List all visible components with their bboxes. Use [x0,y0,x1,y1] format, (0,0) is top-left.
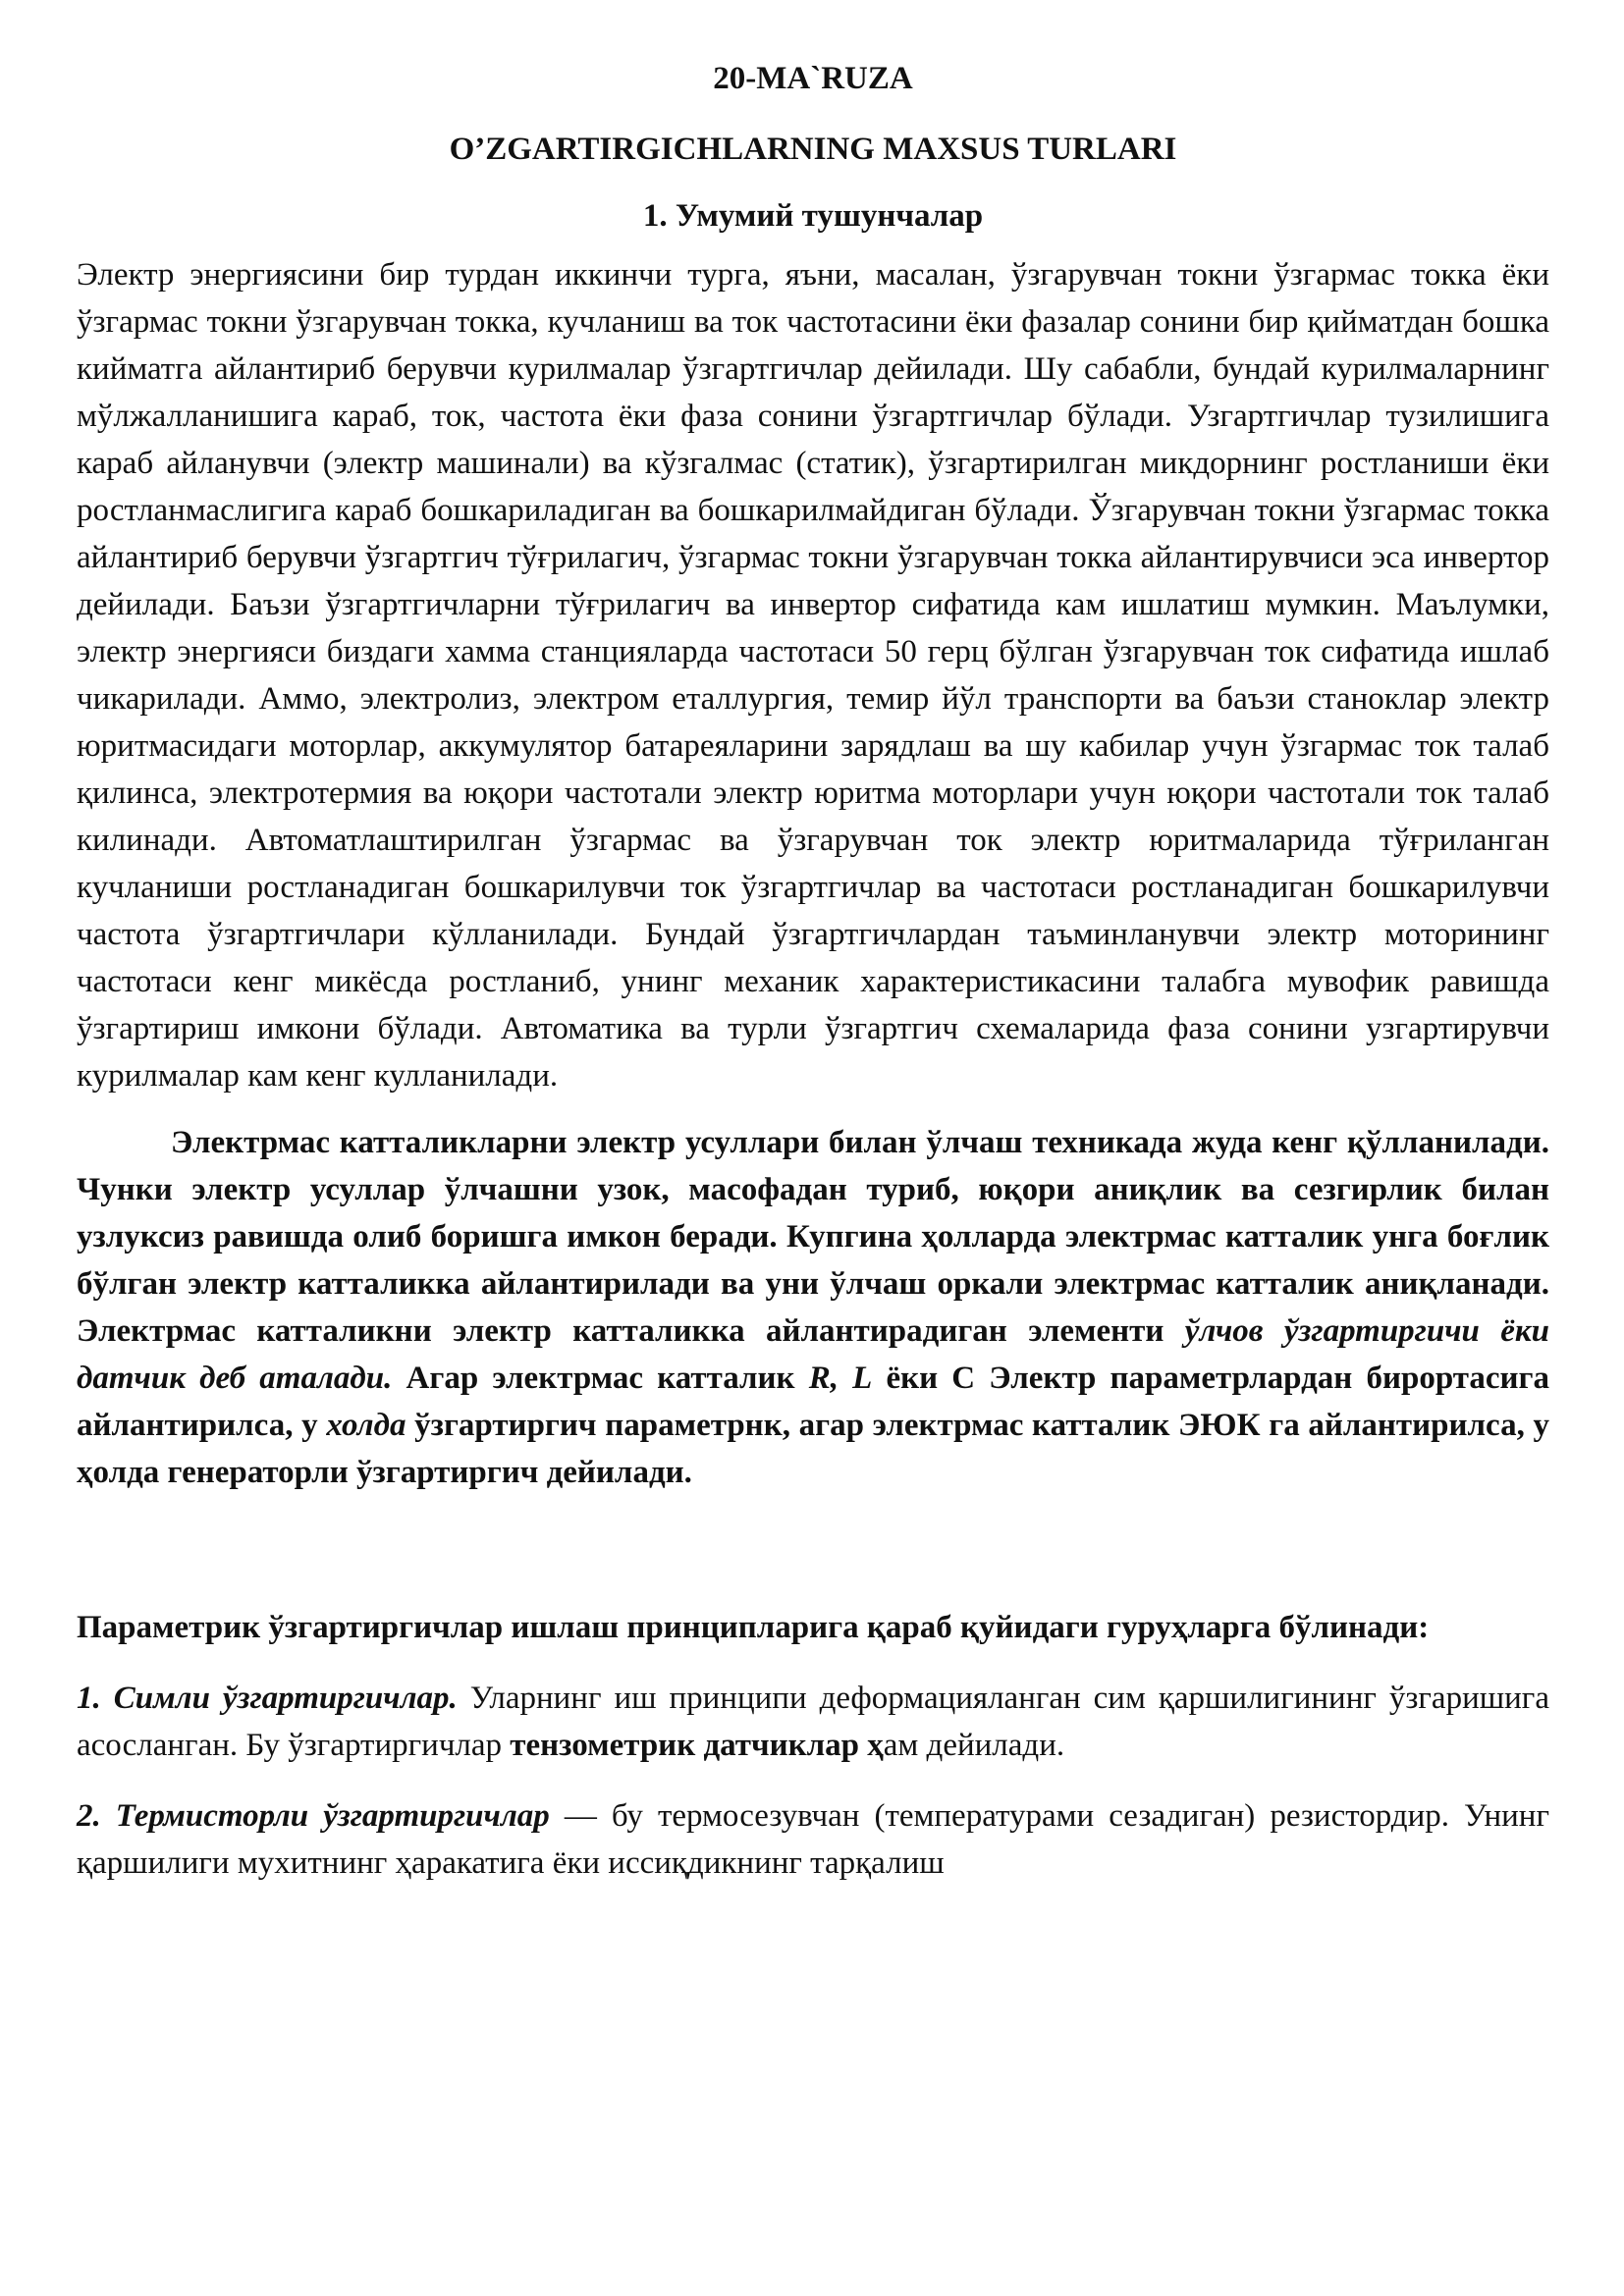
bold-paragraph-text-3: ёки С Электр параметрлардан бирортасига айлантирилса, у [77,1361,1549,1443]
section-title: 1. Умумий тушунчалар [642,198,984,234]
lecture-title: O’ZGARTIRGICHLARNING MAXSUS TURLARI [449,132,1177,167]
bold-paragraph-italic-2: R, L [808,1361,873,1396]
list-item-wire-converters [77,1675,1549,1769]
bold-paragraph-text-4: ўзгартиргич параметрнк, агар электрмас катталик ЭЮК га айлантирилса, у ҳолда генераторли ўзгартиргич дейилади. [77,1408,1550,1490]
list-item-label: 2. Термисторли ўзгартиргичлар [77,1798,550,1834]
bold-paragraph-text-1: Электрмас катталикларни электр усуллари билан ўлчаш техникада жуда кенг қўлланилади. Чунки электр усуллар ўлчашни узок, масофадан туриб, юқори аниқлик ва сезгирлик билан узлуксиз равишда олиб боришга имкон беради. Купгина ҳолларда электрмас катталик унга боғлик бўлган электр катталикка айлантирилади ва уни ўлчаш оркали электрмас катталик аниқланади. Электрмас катталикни электр катталикка айлантирадиган элементи [77,1125,1549,1349]
bold-paragraph [77,1119,1549,1496]
list-item-thermistor-converters [77,1792,1549,1887]
list-item-bold-term: тензометрик датчиклар ҳ [510,1728,884,1763]
list-item-label: 1. Симли ўзгартиргичлар. [77,1681,458,1716]
list-item-text: Уларнинг иш принципи деформацияланган сим қаршилигининг ўзгаришига асосланган. Бу ўзгартиргичлар [77,1681,1549,1763]
list-item-text-end: ам дейилади. [883,1728,1065,1763]
lecture-number: 20-MA`RUZA [713,61,913,96]
bold-paragraph-italic-1: ўлчов ўзгартиргичи ёки датчик деб аталади. [77,1313,1550,1396]
list-item-text: — бу термосезувчан (температурами сезадиган) резистордир. Унинг қаршилиги мухитнинг ҳаракатига ёки иссиқдикнинг тарқалиш [77,1798,1550,1881]
bold-paragraph-text-2: Агар электрмас катталик [392,1361,809,1396]
groups-heading: Параметрик ўзгартиргичлар ишлаш принципларига қараб қуйидаги гуруҳларга бўлинади: [77,1610,1430,1645]
bold-paragraph-italic-3: холда [326,1408,406,1443]
intro-paragraph: Электр энергиясини бир турдан иккинчи турга, яъни, масалан, ўзгарувчан токни ўзгармас токка ёки ўзгармас токни ўзгарувчан токка, кучланиш ва ток частотасини ёки фазалар сонини бир қийматдан бошка кийматга айлантириб берувчи курилмалар ўзгартгичлар дейилади. Шу сабабли, бундай курилмаларнинг мўлжалланишига караб, ток, частота ёки фаза сонини ўзгартгичлар бўлади. Узгартгичлар тузилишига караб айланувчи (электр машинали) ва кўзгалмас (статик), ўзгартирилган микдорнинг ростланиши ёки ростланмаслигига караб бошкариладиган ва бошкарилмайдиган бўлади. Ўзгарувчан токни ўзгармас токка айлантириб берувчи ўзгартгич тўғрилагич, ўзгармас токни ўзгарувчан токка айлантирувчиси эса инвертор дейилади. Баъзи ўзгартгичларни тўғрилагич ва инвертор сифатида кам ишлатиш мумкин. Маълумки, электр энергияси биздаги хамма станцияларда частотаси 50 герц бўлган ўзгарувчан ток сифатида ишлаб чикарилади. Аммо, электролиз, электром еталлургия, темир йўл транспорти ва баъзи станоклар электр юритмасидаги моторлар, аккумулятор батареяларини зарядлаш ва шу кабилар учун ўзгармас ток талаб қилинса, электротермия ва юқори частотали электр юритма моторлари учун юқори частотали ток талаб килинади. Автоматлаштирилган ўзгармас ва ўзгарувчан ток электр юритмаларида тўғриланган кучланиши ростланадиган бошкарилувчи ток ўзгартгичлар ва частотаси ростланадиган бошкарилувчи частота ўзгартгичлари кўлланилади. Бундай ўзгартгичлардан таъминланувчи электр моторининг частотаси кенг микёсда ростланиб, унинг механик характеристикасини талабга мувофик равишда ўзгартириш имкони бўлади. Автоматика ва турли ўзгартгич схемаларида фаза сонини узгартирувчи курилмалар кам кенг кулланилади. [77,257,1549,1094]
